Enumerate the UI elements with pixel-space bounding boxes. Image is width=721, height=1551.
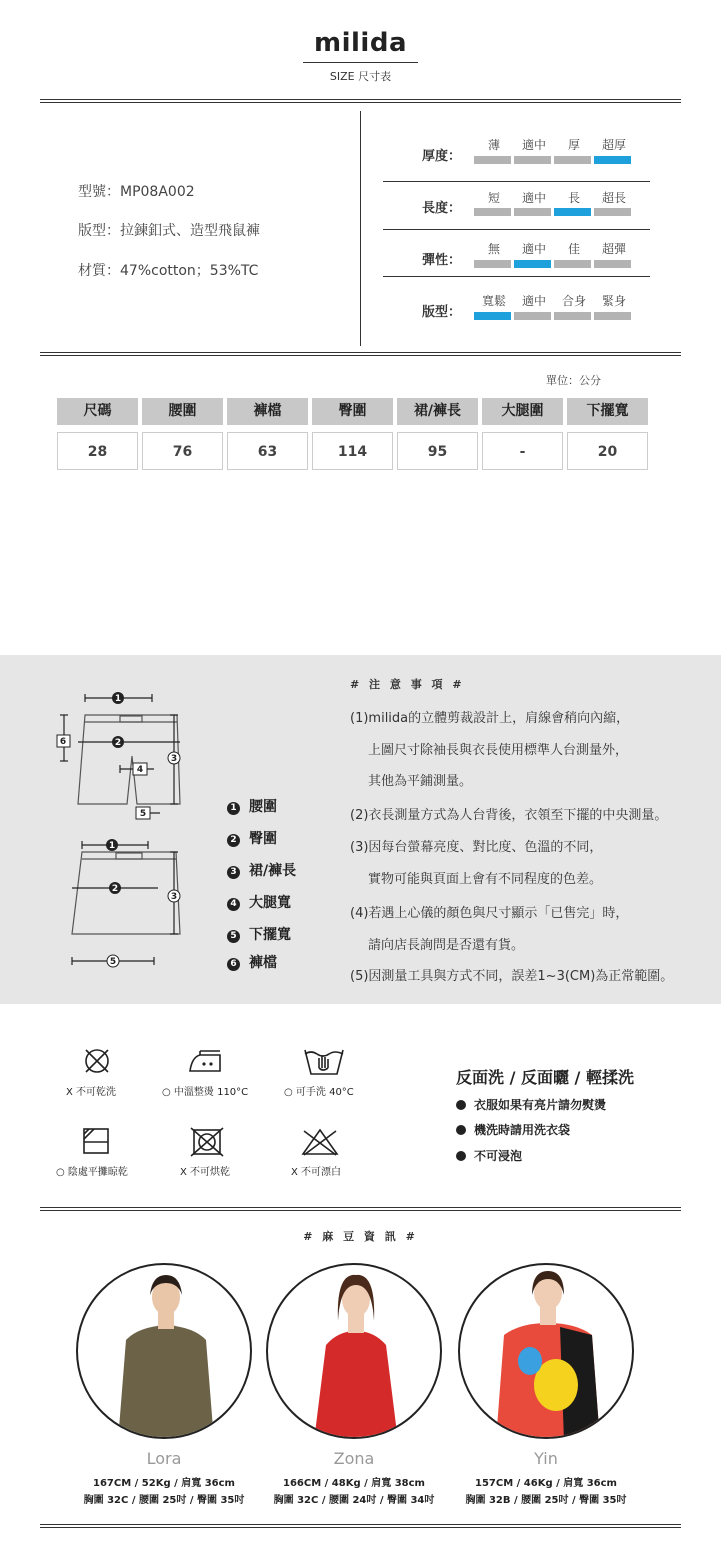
table-cell: 28 xyxy=(57,432,138,470)
care-label: X 不可烘乾 xyxy=(180,1167,231,1178)
table-header-cell: 褲檔 xyxy=(227,398,308,425)
attr-separator xyxy=(383,181,650,182)
info-vertical-divider xyxy=(360,111,361,346)
bullet-icon xyxy=(456,1100,466,1110)
attr-bar xyxy=(594,156,631,164)
legend-item: 4 大腿寬 xyxy=(227,892,291,912)
model-stats: 胸圍 32C / 腰圍 25吋 / 臀圍 35吋 xyxy=(83,1495,245,1506)
attr-separator xyxy=(383,229,650,230)
attr-option: 適中 xyxy=(521,138,546,152)
model-name: Yin xyxy=(534,1449,558,1468)
wash-item: 不可浸泡 xyxy=(456,1147,522,1164)
svg-text:2: 2 xyxy=(111,884,119,894)
attr-fit-scale xyxy=(474,312,636,320)
attr-thickness-scale xyxy=(474,156,636,164)
attr-option: 短 xyxy=(487,191,500,205)
attr-option: 適中 xyxy=(521,242,546,256)
attr-option: 超厚 xyxy=(601,138,626,152)
attr-option: 寬鬆 xyxy=(481,294,506,308)
attr-bar xyxy=(554,156,591,164)
table-cell: 76 xyxy=(142,432,223,470)
svg-text:1: 1 xyxy=(114,694,122,704)
attr-fit-label: 版型： xyxy=(422,305,462,320)
attr-bar xyxy=(594,312,631,320)
no-tumble-dry-icon xyxy=(190,1127,224,1157)
product-model-number: 型號：MP08A002 xyxy=(78,184,195,200)
attr-elasticity-options xyxy=(474,240,636,256)
notes-title: # 注 意 事 項 # xyxy=(350,678,465,691)
attr-elasticity-scale xyxy=(474,260,636,268)
svg-text:1: 1 xyxy=(108,841,116,851)
section-divider xyxy=(40,1524,681,1528)
attr-bar xyxy=(554,208,591,216)
attr-bar xyxy=(514,208,551,216)
marker-3 xyxy=(168,890,180,902)
attr-bar xyxy=(514,312,551,320)
svg-text:4: 4 xyxy=(136,765,144,775)
product-material: 材質：47%cotton；53%TC xyxy=(78,263,259,279)
marker-5 xyxy=(136,807,150,819)
model-photo-zona xyxy=(266,1263,442,1439)
iron-medium-icon xyxy=(186,1049,224,1075)
size-chart-title: SIZE 尺寸表 xyxy=(329,70,392,83)
model-figure xyxy=(78,1265,252,1439)
marker-5 xyxy=(107,955,119,967)
attr-option: 佳 xyxy=(567,242,580,256)
attr-fit-options xyxy=(474,292,636,308)
note-line: (3)因每台螢幕亮度、對比度、色溫的不同， xyxy=(350,840,603,855)
attr-thickness-label: 厚度： xyxy=(422,149,462,164)
table-header-cell: 大腿圍 xyxy=(482,398,563,425)
care-label: ○ 可手洗 40°C xyxy=(284,1087,354,1098)
wash-item: 機洗時請用洗衣袋 xyxy=(456,1121,570,1138)
note-line: (5)因測量工具與方式不同，誤差1~3(CM)為正常範圍。 xyxy=(350,969,674,984)
wash-item: 衣服如果有亮片請勿熨燙 xyxy=(456,1096,606,1113)
care-label: ○ 陰處平攤晾乾 xyxy=(56,1167,128,1178)
attr-bar xyxy=(554,260,591,268)
care-label: ○ 中溫整燙 110°C xyxy=(162,1087,249,1098)
model-stats: 157CM / 46Kg / 肩寬 36cm xyxy=(475,1478,617,1489)
attr-option: 超長 xyxy=(601,191,626,205)
attr-bar xyxy=(594,260,631,268)
shorts-outline xyxy=(78,715,180,804)
attr-bar xyxy=(594,208,631,216)
skirt-outline xyxy=(72,852,180,934)
table-header-cell: 裙/褲長 xyxy=(397,398,478,425)
marker-4 xyxy=(133,763,147,775)
bullet-icon xyxy=(456,1125,466,1135)
svg-text:3: 3 xyxy=(170,892,178,902)
table-cell: 95 xyxy=(397,432,478,470)
attr-option: 薄 xyxy=(487,138,500,152)
marker-2 xyxy=(112,736,124,748)
note-line: (1)milida的立體剪裁設計上，肩線會稍向內縮， xyxy=(350,711,630,726)
shorts-waist-tab xyxy=(120,716,142,722)
model-photo-yin xyxy=(458,1263,634,1439)
marker-2 xyxy=(109,882,121,894)
brand-logo: milida xyxy=(314,28,407,58)
attr-option: 超彈 xyxy=(601,242,626,256)
shade-flat-dry-icon xyxy=(82,1127,110,1155)
legend-item: 5 下擺寬 xyxy=(227,924,291,944)
marker-1 xyxy=(106,839,118,851)
care-label: X 不可漂白 xyxy=(291,1167,342,1178)
table-cell: 20 xyxy=(567,432,648,470)
attr-bar xyxy=(514,156,551,164)
legend-item: 2 臀圍 xyxy=(227,828,277,848)
table-header-cell: 臀圍 xyxy=(312,398,393,425)
attr-bar xyxy=(554,312,591,320)
skirt-waist-tab xyxy=(116,853,142,859)
svg-text:2: 2 xyxy=(114,738,122,748)
note-line: (2)衣長測量方式為人台背後，衣領至下擺的中央測量。 xyxy=(350,808,668,823)
bullet-icon xyxy=(456,1151,466,1161)
table-cell: 114 xyxy=(312,432,393,470)
attr-option: 厚 xyxy=(567,138,580,152)
table-header-cell: 腰圍 xyxy=(142,398,223,425)
attr-bar xyxy=(474,260,511,268)
attr-length-scale xyxy=(474,208,636,216)
svg-text:6: 6 xyxy=(59,737,67,747)
attr-option: 長 xyxy=(567,191,580,205)
measurement-diagram xyxy=(50,686,220,976)
attr-option: 適中 xyxy=(521,191,546,205)
attr-bar xyxy=(474,312,511,320)
attr-thickness-options xyxy=(474,136,636,152)
product-fit: 版型：拉鍊釦式、造型飛鼠褲 xyxy=(78,223,260,239)
attr-bar xyxy=(474,208,511,216)
attr-length-options xyxy=(474,189,636,205)
note-line: (4)若遇上心儀的顏色與尺寸顯示「已售完」時， xyxy=(350,906,629,921)
note-line: 上圖尺寸除袖長與衣長使用標準人台測量外， xyxy=(368,743,629,758)
section-divider xyxy=(40,99,681,103)
model-figure xyxy=(268,1265,442,1439)
attr-length-label: 長度： xyxy=(422,201,462,216)
attr-elasticity-label: 彈性： xyxy=(422,253,462,268)
model-stats: 166CM / 48Kg / 肩寬 38cm xyxy=(283,1478,425,1489)
table-header-cell: 尺碼 xyxy=(57,398,138,425)
table-cell: - xyxy=(482,432,563,470)
attr-separator xyxy=(383,276,650,277)
svg-text:5: 5 xyxy=(109,957,117,967)
section-divider xyxy=(40,1207,681,1211)
svg-text:5: 5 xyxy=(139,809,147,819)
models-title: # 麻 豆 資 訊 # xyxy=(303,1230,418,1243)
no-bleach-icon xyxy=(300,1127,340,1157)
marker-3 xyxy=(168,752,180,764)
note-line: 其他為平鋪測量。 xyxy=(368,774,473,789)
no-dry-clean-icon xyxy=(82,1047,112,1075)
attr-option: 合身 xyxy=(561,294,586,308)
attr-option: 無 xyxy=(487,242,500,256)
model-figure xyxy=(460,1265,634,1439)
note-line: 請向店長詢問是否還有貨。 xyxy=(368,938,525,953)
model-name: Lora xyxy=(146,1449,182,1468)
model-stats: 167CM / 52Kg / 肩寬 36cm xyxy=(93,1478,235,1489)
wash-instructions-title: 反面洗 / 反面曬 / 輕揉洗 xyxy=(456,1068,634,1087)
note-line: 實物可能與頁面上會有不同程度的色差。 xyxy=(368,872,603,887)
logo-underline xyxy=(303,62,418,63)
model-stats: 胸圍 32C / 腰圍 24吋 / 臀圍 34吋 xyxy=(273,1495,435,1506)
model-photo-lora xyxy=(76,1263,252,1439)
table-cell: 63 xyxy=(227,432,308,470)
attr-bar xyxy=(474,156,511,164)
hand-wash-icon xyxy=(303,1046,345,1076)
section-divider xyxy=(40,352,681,356)
marker-6 xyxy=(57,735,70,747)
attr-bar xyxy=(514,260,551,268)
care-label: X 不可乾洗 xyxy=(66,1087,117,1098)
marker-1 xyxy=(112,692,124,704)
legend-item: 1 腰圍 xyxy=(227,796,277,816)
model-name: Zona xyxy=(333,1449,375,1468)
svg-text:3: 3 xyxy=(170,754,178,764)
attr-option: 緊身 xyxy=(601,294,626,308)
table-header-cell: 下擺寬 xyxy=(567,398,648,425)
measurement-unit: 單位：公分 xyxy=(546,374,601,387)
legend-item: 6 褲檔 xyxy=(227,952,277,972)
model-stats: 胸圍 32B / 腰圍 25吋 / 臀圍 35吋 xyxy=(465,1495,627,1506)
attr-option: 適中 xyxy=(521,294,546,308)
legend-item: 3 裙/褲長 xyxy=(227,860,296,880)
